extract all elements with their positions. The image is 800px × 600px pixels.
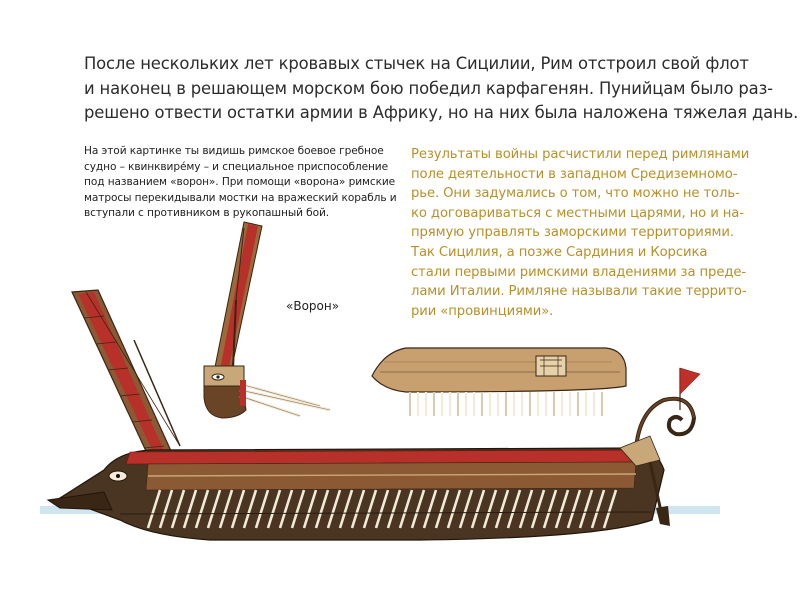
results-line: Так Сицилия, а позже Сардиния и Корсика [411, 244, 708, 260]
results-line: лами Италии. Римляне называли такие террито- [411, 284, 747, 300]
results-line: поле деятельности в западном Средиземномо- [411, 166, 738, 182]
results-line: рье. Они задумались о том, что можно не толь- [411, 186, 740, 202]
intro-line: решено отвести остатки армии в Африку, но на них была наложена тяжелая дань. [84, 103, 799, 122]
caption-line: На этой картинке ты видишь римское боевое гребное [84, 145, 384, 157]
results-line: ко договариваться с местными царями, но и на- [411, 205, 744, 221]
caption-line: матросы перекидывали мостки на вражеский корабль и [84, 191, 397, 204]
corvus-detail-drawing [204, 222, 330, 418]
caption-line: под названием «ворон». При помощи «ворона» римские [84, 176, 396, 189]
results-line: Результаты войны расчистили перед римлянами [411, 147, 750, 162]
intro-line: После нескольких лет кровавых стычек на Сицилии, Рим отстроил свой флот [84, 54, 749, 73]
voron-label: «Ворон» [286, 299, 340, 313]
intro-line: и наконец в решающем морском бою победил карфагенян. Пунийцам было раз- [84, 78, 773, 98]
caption-line: вступали с противником в рукопашный бой. [84, 207, 330, 220]
deck-view-drawing [372, 348, 626, 416]
caption-line: судно – квинквире́му – и специальное приспособление [84, 160, 389, 173]
results-line: прямую управлять заморскими территориями. [411, 225, 734, 241]
results-line: стали первыми римскими владениями за преде- [411, 264, 747, 280]
results-line: рии «провинциями». [411, 303, 554, 319]
